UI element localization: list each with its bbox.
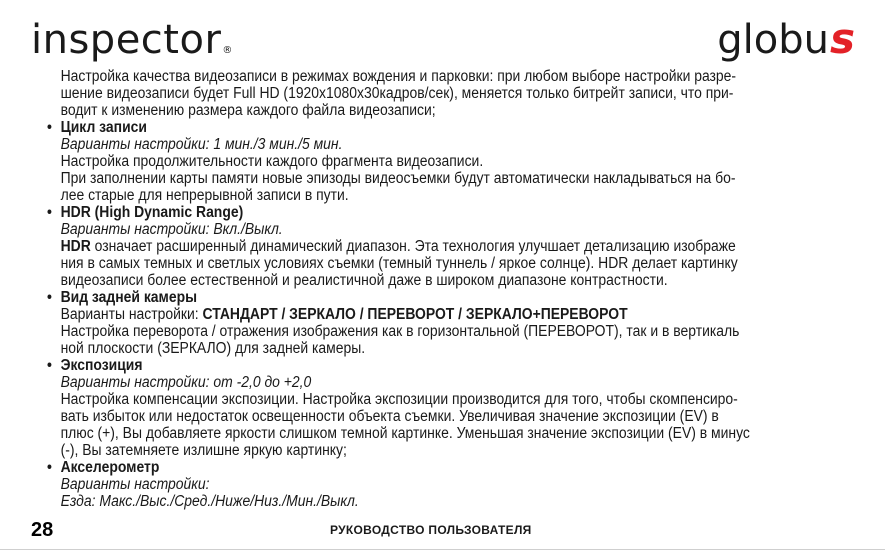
section-title: Акселерометр xyxy=(60,459,160,476)
intro-line-2: шение видеозаписи будет Full HD (1920x1080x30кадров/сек), меняется только битрейт записи, что при- xyxy=(60,85,734,102)
intro-line-3: водит к изменению размера каждого файла видеозаписи; xyxy=(60,102,436,119)
section-title: HDR (High Dynamic Range) xyxy=(60,204,244,221)
section-title: Цикл записи xyxy=(60,119,147,136)
section-title: Экспозиция xyxy=(60,357,143,374)
section-text-line: Настройка компенсации экспозиции. Настройка экспозиции производится для того, чтобы скомпенсиро- xyxy=(60,391,738,408)
section-text-line: Настройка продолжительности каждого фрагмента видеозаписи. xyxy=(60,153,484,170)
section-text-line: ной плоскости (ЗЕРКАЛО) для задней камеры. xyxy=(60,340,366,357)
inspector-logo-text: inspector xyxy=(31,17,222,63)
globus-logo-text: globu xyxy=(717,17,829,63)
section-text-line: ния в самых темных и светлых условиях съемки (темный туннель / яркое солнце). HDR делает картинку xyxy=(60,255,738,272)
section-heading-hdr xyxy=(47,204,852,221)
hdr-term: HDR xyxy=(60,238,91,255)
options-values: СТАНДАРТ / ЗЕРКАЛО / ПЕРЕВОРОТ / ЗЕРКАЛО+ПЕРЕВОРОТ xyxy=(202,306,628,323)
section-text-line: Настройка переворота / отражения изображения как в горизонтальной (ПЕРЕВОРОТ), так и в вертикаль xyxy=(60,323,740,340)
section-text-fragment: означает расширенный динамический диапазон. Эта технология улучшает детализацию изображе xyxy=(90,238,736,255)
section-text-line: видеозаписи более естественной и реалистичной даже в широком диапазоне контрастности. xyxy=(60,272,668,289)
page-number: 28 xyxy=(31,519,54,541)
options-prefix: Варианты настройки: xyxy=(60,306,203,323)
section-heading-loop-recording xyxy=(47,119,852,136)
registered-mark: ® xyxy=(222,45,233,56)
bullet: • xyxy=(47,357,52,374)
section-text-line: плюс (+), Вы добавляете яркости слишком темной картинке. Уменьшая значение экспозиции (EV) в минус xyxy=(60,425,750,442)
bullet: • xyxy=(47,289,52,306)
footer-title: РУКОВОДСТВО ПОЛЬЗОВАТЕЛЯ xyxy=(330,523,532,537)
section-options: Варианты настройки: Вкл./Выкл. xyxy=(60,221,283,238)
section-options-driving: Езда: Макс./Выс./Сред./Ниже/Низ./Мин./Выкл. xyxy=(60,493,359,510)
section-text-line: вать избыток или недостаток освещенности объекта съемки. Увеличивая значение экспозиции (EV) в xyxy=(60,408,719,425)
section-heading-rear-camera-view xyxy=(47,289,852,306)
section-heading-exposure xyxy=(47,357,852,374)
section-options xyxy=(47,306,852,323)
globus-logo xyxy=(717,13,855,66)
section-text-line: При заполнении карты памяти новые эпизоды видеосъемки будут автоматически накладываться на бо- xyxy=(60,170,736,187)
section-heading-accelerometer xyxy=(47,459,852,476)
bullet: • xyxy=(47,119,52,136)
section-text-line xyxy=(47,238,852,255)
bullet: • xyxy=(47,204,52,221)
bullet: • xyxy=(47,459,52,476)
section-text-line: (-), Вы затемняете излишне яркую картинку; xyxy=(60,442,347,459)
section-options: Варианты настройки: 1 мин./3 мин./5 мин. xyxy=(60,136,343,153)
globus-logo-mark: s xyxy=(830,14,855,63)
section-title: Вид задней камеры xyxy=(60,289,198,306)
section-options: Варианты настройки: xyxy=(60,476,210,493)
section-options: Варианты настройки: от -2,0 до +2,0 xyxy=(60,374,312,391)
manual-content xyxy=(47,68,852,510)
bottom-divider xyxy=(0,549,885,550)
intro-line-1: Настройка качества видеозаписи в режимах вождения и парковки: при любом выборе настройки разре- xyxy=(60,68,737,85)
section-text-line: лее старые для непрерывной записи в пути. xyxy=(60,187,349,204)
